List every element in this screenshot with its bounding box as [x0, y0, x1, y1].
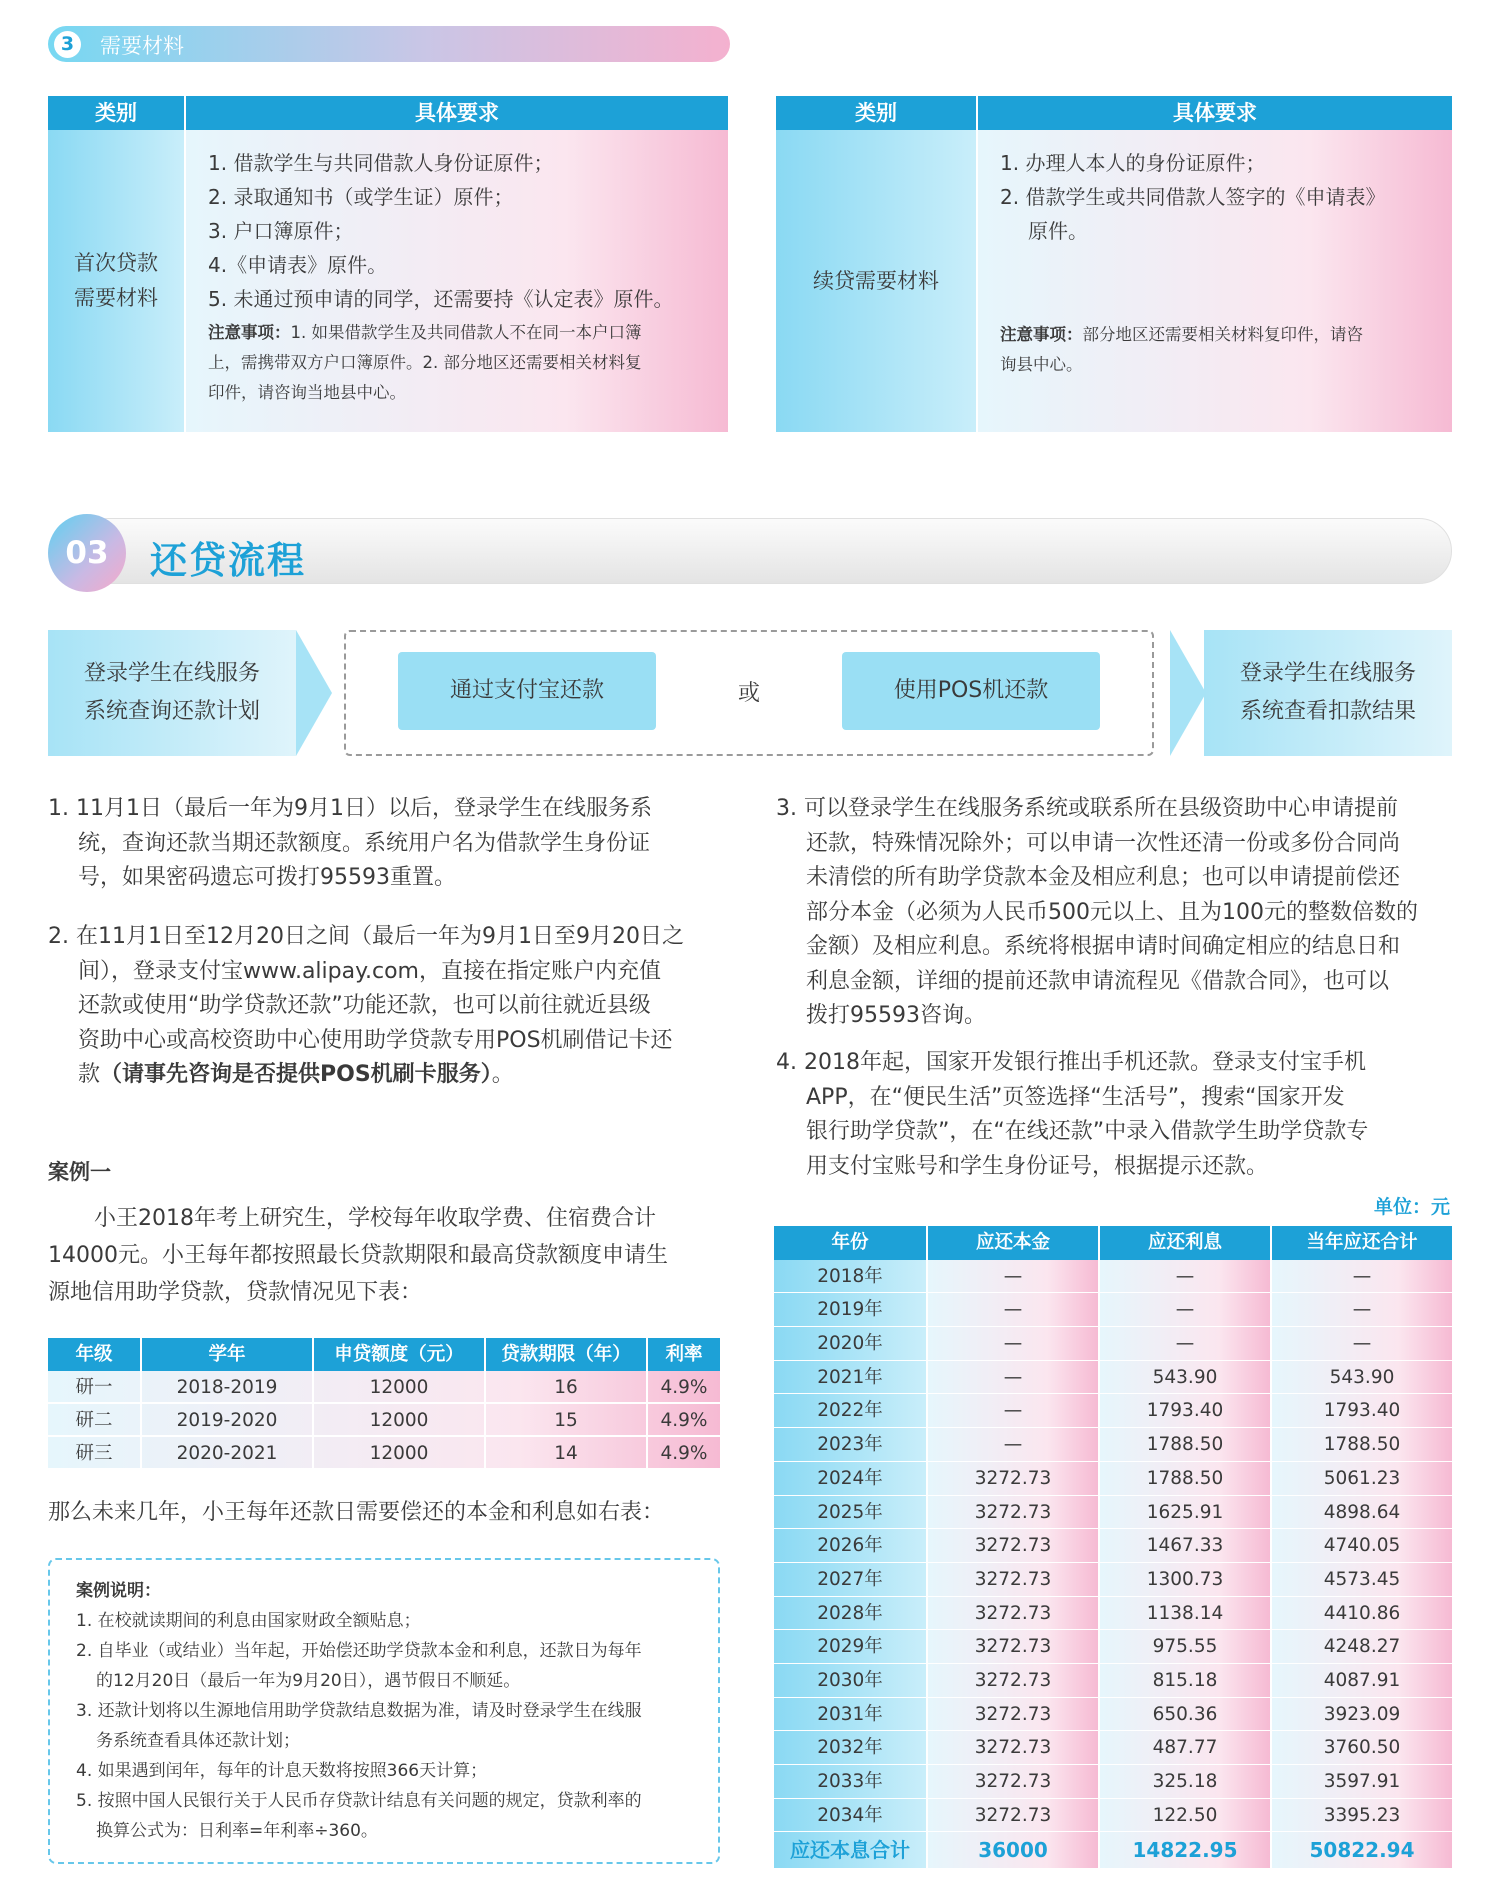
year-cell: 2023年: [774, 1428, 928, 1461]
case-note-line: 5. 按照中国人民银行关于人民币存贷款计结息有关问题的规定，贷款利率的: [76, 1791, 642, 1811]
case-title: 案例一: [48, 1160, 111, 1184]
table-row: [774, 1462, 1452, 1496]
table-cell: 815.18: [1100, 1664, 1272, 1697]
text-line: 3. 可以登录学生在线服务系统或联系所在县级资助中心申请提前: [776, 796, 1398, 821]
table-row: [774, 1765, 1452, 1799]
section-number: 3: [54, 31, 81, 58]
case-note-line: 2. 自毕业（或结业）当年起，开始偿还助学贷款本金和利息，还款日为每年: [76, 1641, 642, 1661]
text-line: 4. 2018年起，国家开发银行推出手机还款。登录支付宝手机: [776, 1050, 1366, 1075]
table-cell: 543.90: [1100, 1361, 1272, 1394]
text-span: 。: [491, 1062, 514, 1087]
requirement-item: 原件。: [1028, 219, 1088, 243]
table-row: [774, 1563, 1452, 1597]
flow-text: 登录学生在线服务: [1239, 661, 1416, 686]
flow-text: 登录学生在线服务: [83, 661, 260, 686]
case-note-line: 4. 如果遇到闰年，每年的计息天数将按照366天计算；: [76, 1761, 488, 1781]
requirement-item: 1. 借款学生与共同借款人身份证原件；: [208, 151, 554, 175]
table-cell: 122.50: [1100, 1799, 1272, 1832]
table-cell: 5061.23: [1272, 1462, 1452, 1495]
text-line: 银行助学贷款”，在“在线还款”中录入借款学生助学贷款专: [806, 1119, 1369, 1144]
paragraph-4: [776, 1046, 1456, 1184]
year-cell: 2020年: [774, 1327, 928, 1360]
text-line: 用支付宝账号和学生身份证号，根据提示还款。: [806, 1153, 1269, 1179]
table-cell: 325.18: [1100, 1765, 1272, 1798]
requirement-item: 4.《申请表》原件。: [208, 253, 388, 277]
table-cell: 16: [486, 1371, 648, 1402]
or-label: 或: [738, 681, 761, 706]
table-cell: —: [928, 1327, 1100, 1360]
text-line: 部分本金（必须为人民币500元以上、且为100元的整数倍数的: [806, 899, 1418, 925]
table-cell: 3272.73: [928, 1765, 1100, 1798]
col-header: 当年应还合计: [1306, 1232, 1418, 1253]
year-cell: 2030年: [774, 1664, 928, 1697]
total-label: 应还本息合计: [774, 1832, 928, 1868]
table-cell: 3272.73: [928, 1698, 1100, 1731]
table-cell: 4740.05: [1272, 1529, 1452, 1562]
note-label: 注意事项：: [1000, 325, 1083, 344]
category-line: 需要材料: [74, 286, 158, 310]
table-cell: —: [928, 1361, 1100, 1394]
text-line: 还款，特殊情况除外；可以申请一次性还清一份或多份合同尚: [806, 830, 1401, 856]
table-row: [774, 1327, 1452, 1361]
section-3-header: [48, 26, 730, 62]
text-line: [48, 1058, 738, 1093]
text-line: 号，如果密码遗忘可拨打95593重置。: [78, 865, 456, 890]
text-line: 2. 在11月1日至12月20日之间（最后一年为9月1日至9月20日之: [48, 924, 684, 949]
table-cell: —: [1272, 1260, 1452, 1293]
section-title: 需要材料: [100, 34, 184, 58]
table-cell: 3272.73: [928, 1563, 1100, 1596]
col-header: 利率: [665, 1344, 703, 1365]
col-header: 年份: [774, 1226, 928, 1260]
table-cell: 3923.09: [1272, 1698, 1452, 1731]
note-label: 注意事项：: [208, 323, 291, 342]
year-cell: 2026年: [774, 1529, 928, 1562]
table-cell: 1788.50: [1272, 1428, 1452, 1461]
year-cell: 2021年: [774, 1361, 928, 1394]
table-cell: 487.77: [1100, 1731, 1272, 1764]
flow-arrow-icon: [1170, 630, 1206, 756]
note-line: 上，需携带双方户口簿原件。2. 部分地区还需要相关材料复: [208, 353, 642, 372]
flow-step-result: [1204, 630, 1452, 756]
year-cell: 2018年: [774, 1260, 928, 1293]
requirement-item: 2. 录取通知书（或学生证）原件；: [208, 185, 514, 209]
text-line: 14000元。小王每年都按照最长贷款期限和最高贷款额度申请生: [48, 1243, 668, 1268]
alipay-option: 通过支付宝还款: [398, 652, 656, 730]
col-category-header: 类别: [48, 96, 184, 130]
total-cell: 14822.95: [1100, 1832, 1272, 1868]
total-cell: 50822.94: [1272, 1832, 1452, 1868]
col-category-header: 类别: [776, 96, 976, 130]
bold-notice: （请事先咨询是否提供POS机刷卡服务）: [100, 1062, 492, 1087]
col-header: 学年: [142, 1338, 314, 1371]
table-cell: 2018-2019: [142, 1371, 314, 1402]
flow-text: 系统查询还款计划: [83, 699, 260, 724]
year-cell: 2019年: [774, 1293, 928, 1326]
table-cell: 1300.73: [1100, 1563, 1272, 1596]
total-cell: 36000: [928, 1832, 1100, 1868]
table-header: [774, 1226, 1452, 1260]
text-line: APP，在“便民生活”页签选择“生活号”，搜索“国家开发: [806, 1084, 1345, 1110]
text-line: 利息金额，详细的提前还款申请流程见《借款合同》，也可以: [806, 968, 1390, 994]
table-cell: 975.55: [1100, 1630, 1272, 1663]
table-cell: 1138.14: [1100, 1597, 1272, 1630]
table-cell: 4248.27: [1272, 1630, 1452, 1663]
loan-table: [48, 1338, 720, 1470]
table-cell: 1788.50: [1100, 1428, 1272, 1461]
table-cell: —: [1100, 1327, 1272, 1360]
table-cell: —: [1100, 1293, 1272, 1326]
table-row: [48, 1404, 720, 1437]
table-cell: 3395.23: [1272, 1799, 1452, 1832]
case-note-line: 的12月20日（最后一年为9月20日），遇节假日不顺延。: [96, 1671, 521, 1691]
table-cell: 1467.33: [1100, 1529, 1272, 1562]
table-cell: 3272.73: [928, 1799, 1100, 1832]
table-cell: 1793.40: [1100, 1394, 1272, 1427]
table-cell: 3272.73: [928, 1496, 1100, 1529]
case-note-line: 1. 在校就读期间的利息由国家财政全额贴息；: [76, 1611, 421, 1631]
table-row: [774, 1630, 1452, 1664]
table-cell: 12000: [314, 1404, 486, 1435]
category-line: 首次贷款: [74, 251, 158, 275]
year-cell: 2024年: [774, 1462, 928, 1495]
note: [208, 318, 642, 408]
table-row: [774, 1260, 1452, 1294]
table-cell: —: [928, 1394, 1100, 1427]
table-cell: —: [928, 1260, 1100, 1293]
table-cell: 14: [486, 1437, 648, 1468]
text-line: 源地信用助学贷款，贷款情况见下表：: [48, 1280, 423, 1305]
note-line: 1. 如果借款学生及共同借款人不在同一本户口簿: [290, 323, 642, 342]
category-cell: 续贷需要材料: [776, 130, 976, 432]
year-cell: 2029年: [774, 1630, 928, 1663]
text-span: 款: [78, 1062, 101, 1087]
paragraph-3: [776, 792, 1456, 1034]
note: [1000, 320, 1363, 380]
col-header: 贷款期限（年）: [486, 1338, 648, 1371]
case-note-line: 3. 还款计划将以生源地信用助学贷款结息数据为准，请及时登录学生在线服: [76, 1701, 642, 1721]
case-note-box: [48, 1558, 720, 1864]
table-cell: 研一: [48, 1371, 142, 1402]
text-line: 还款或使用“助学贷款还款”功能还款，也可以前往就近县级: [78, 993, 651, 1018]
flow-step-query: [48, 630, 296, 756]
paragraph-1: [48, 792, 738, 896]
table-cell: —: [928, 1293, 1100, 1326]
requirement-item: 1. 办理人本人的身份证原件；: [1000, 151, 1266, 175]
table-row: [48, 1437, 720, 1470]
case-note-line: 务系统查看具体还款计划；: [96, 1731, 300, 1751]
col-header: 年级: [48, 1338, 142, 1371]
table-row: [774, 1597, 1452, 1631]
col-header: 应还本金: [928, 1226, 1100, 1260]
table-cell: 4087.91: [1272, 1664, 1452, 1697]
table-cell: 15: [486, 1404, 648, 1435]
repayment-table: [774, 1226, 1452, 1868]
case-intro: [48, 1200, 728, 1311]
year-cell: 2027年: [774, 1563, 928, 1596]
table-row: [774, 1496, 1452, 1530]
table-cell: 2020-2021: [142, 1437, 314, 1468]
text-line: 统，查询还款当期还款额度。系统用户名为借款学生身份证: [78, 830, 651, 856]
table-cell: —: [928, 1428, 1100, 1461]
table-cell: 12000: [314, 1371, 486, 1402]
section-number-badge: 03: [48, 514, 126, 592]
text-line: 小王2018年考上研究生，学校每年收取学费、住宿费合计: [94, 1206, 656, 1231]
table-cell: 3597.91: [1272, 1765, 1452, 1798]
table-cell: 1788.50: [1100, 1462, 1272, 1495]
year-cell: 2025年: [774, 1496, 928, 1529]
table-row: [48, 1371, 720, 1404]
col-header: 应还利息: [1100, 1226, 1272, 1260]
table-cell: —: [1100, 1260, 1272, 1293]
requirement-item: 2. 借款学生或共同借款人签字的《申请表》: [1000, 185, 1386, 209]
table-cell: 650.36: [1100, 1698, 1272, 1731]
table-row: [774, 1664, 1452, 1698]
text-line: 金额）及相应利息。系统将根据申请时间确定相应的结息日和: [806, 934, 1401, 959]
table-cell: 1625.91: [1100, 1496, 1272, 1529]
table-cell: 研二: [48, 1404, 142, 1435]
table-cell: —: [1272, 1327, 1452, 1360]
table-cell: 4.9%: [660, 1377, 708, 1398]
text-line: 资助中心或高校资助中心使用助学贷款专用POS机刷借记卡还: [78, 1027, 673, 1053]
table-cell: 3272.73: [928, 1597, 1100, 1630]
table-cell: 4.9%: [660, 1443, 708, 1464]
table-cell: 4410.86: [1272, 1597, 1452, 1630]
table-total-row: [774, 1832, 1452, 1868]
table-cell: 3272.73: [928, 1630, 1100, 1663]
case-note-title: 案例说明：: [76, 1581, 161, 1601]
table-cell: 543.90: [1272, 1361, 1452, 1394]
table-cell: 4573.45: [1272, 1563, 1452, 1596]
table-row: [774, 1361, 1452, 1395]
table-row: [774, 1698, 1452, 1732]
col-header: 申贷额度（元）: [314, 1338, 486, 1371]
unit-label: 单位：元: [1373, 1196, 1450, 1218]
year-cell: 2032年: [774, 1731, 928, 1764]
table-cell: 3272.73: [928, 1731, 1100, 1764]
table-row: [774, 1293, 1452, 1327]
first-loan-materials-table: [48, 96, 728, 432]
table-row: [774, 1428, 1452, 1462]
section-03-header: [48, 514, 1452, 590]
requirement-item: 5. 未通过预申请的同学，还需要持《认定表》原件。: [208, 287, 674, 311]
year-cell: 2033年: [774, 1765, 928, 1798]
requirement-cell: [186, 130, 728, 432]
flow-text: 系统查看扣款结果: [1239, 699, 1416, 724]
note-line: 印件，请咨询当地县中心。: [208, 383, 406, 402]
table-cell: 3760.50: [1272, 1731, 1452, 1764]
year-cell: 2022年: [774, 1394, 928, 1427]
table-cell: 4.9%: [660, 1410, 708, 1431]
table-cell: 3272.73: [928, 1664, 1100, 1697]
col-requirement-header: 具体要求: [186, 96, 728, 130]
table-header: [48, 1338, 720, 1371]
table-row: [774, 1731, 1452, 1765]
table-cell: 1793.40: [1272, 1394, 1452, 1427]
requirement-item: 3. 户口簿原件；: [208, 219, 354, 243]
case-note-line: 换算公式为：日利率=年利率÷360。: [96, 1821, 378, 1841]
text-line: 拨打95593咨询。: [806, 1003, 986, 1028]
paragraph-2: [48, 920, 738, 1093]
table-cell: 2019-2020: [142, 1404, 314, 1435]
table-cell: 3272.73: [928, 1529, 1100, 1562]
table-row: [774, 1529, 1452, 1563]
table-cell: —: [1272, 1293, 1452, 1326]
note-line: 询县中心。: [1000, 355, 1083, 374]
case-after-text: 那么未来几年，小王每年还款日需要偿还的本金和利息如右表：: [48, 1500, 665, 1525]
section-title: 还贷流程: [150, 539, 306, 582]
pos-option: 使用POS机还款: [842, 652, 1100, 730]
table-cell: 12000: [314, 1437, 486, 1468]
year-cell: 2028年: [774, 1597, 928, 1630]
table-cell: 研三: [48, 1437, 142, 1468]
table-body: [774, 1260, 1452, 1833]
table-cell: 3272.73: [928, 1462, 1100, 1495]
note-line: 部分地区还需要相关材料复印件，请咨: [1082, 325, 1363, 344]
table-row: [774, 1394, 1452, 1428]
category-cell: [48, 130, 184, 432]
flow-arrow-icon: [296, 630, 332, 756]
text-line: 未清偿的所有助学贷款本金及相应利息；也可以申请提前偿还: [806, 865, 1401, 890]
text-line: 间），登录支付宝www.alipay.com，直接在指定账户内充值: [78, 958, 661, 984]
table-row: [774, 1799, 1452, 1833]
text-line: 1. 11月1日（最后一年为9月1日）以后，登录学生在线服务系: [48, 796, 652, 821]
year-cell: 2034年: [774, 1799, 928, 1832]
requirement-cell: [978, 130, 1452, 432]
year-cell: 2031年: [774, 1698, 928, 1731]
col-requirement-header: 具体要求: [978, 96, 1452, 130]
renew-loan-materials-table: [776, 96, 1452, 432]
table-cell: 4898.64: [1272, 1496, 1452, 1529]
